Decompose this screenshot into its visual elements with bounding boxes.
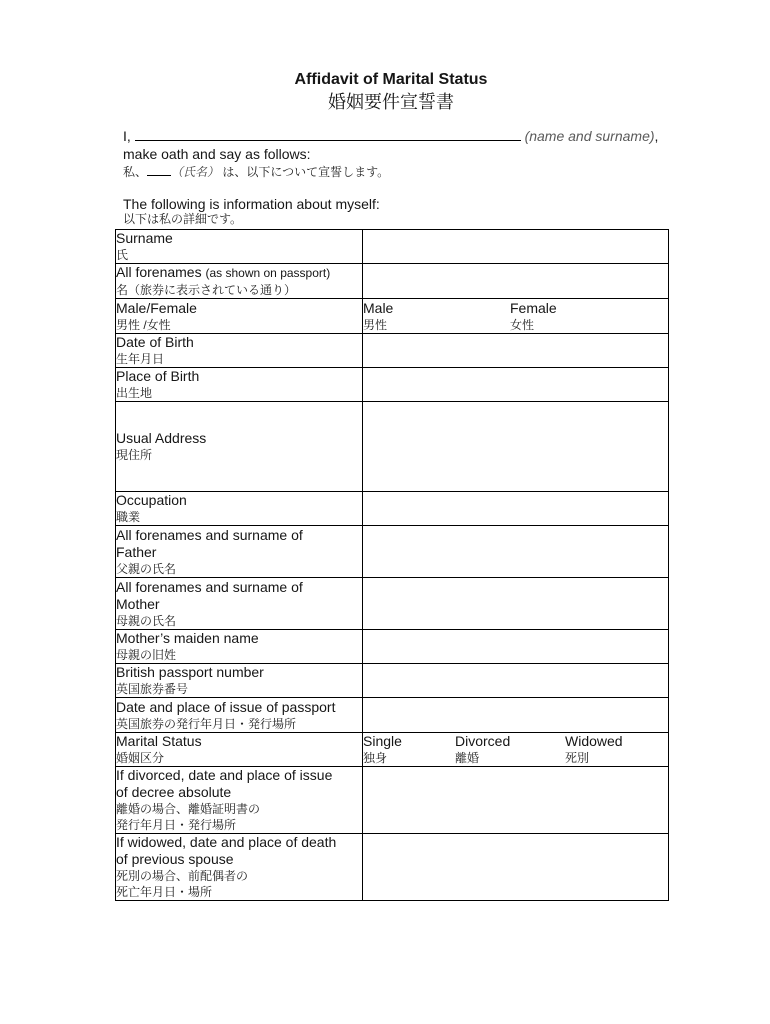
row-place-of-birth (116, 368, 669, 402)
mother-name-label-line-1: All forenames and surname of (116, 578, 303, 595)
option-male-label-ja: 男性 (363, 317, 388, 332)
divorce-details-label-line-1: If divorced, date and place of issue (116, 767, 333, 783)
usual-address-label-ja: 現住所 (116, 448, 153, 462)
mother-maiden-name-label: Mother’s maiden name (116, 630, 259, 646)
widow-details-label-ja-line-1: 死別の場合、前配偶者の (116, 869, 249, 883)
passport-issue-label: Date and place of issue of passport (116, 698, 336, 715)
widow-details-label-ja-line-2: 死亡年月日・場所 (116, 885, 213, 899)
option-divorced-label-ja: 離婚 (455, 751, 480, 765)
divorce-details-label-line-2: of decree absolute (116, 784, 232, 800)
option-divorced (455, 733, 565, 766)
name-hint: (name and surname) (524, 128, 655, 144)
divorce-details-label-ja-line-2: 発行年月日・発行場所 (116, 818, 237, 832)
name-hint-comma: , (654, 128, 659, 144)
occupation-label-ja: 職業 (116, 510, 141, 524)
surname-field[interactable] (363, 230, 669, 264)
sex-options (363, 299, 669, 334)
occupation-label: Occupation (116, 492, 187, 508)
forenames-label-ja: 名（旅券に表示されている通り） (116, 283, 297, 297)
father-name-label-line-1: All forenames and surname of (116, 526, 303, 543)
mother-name-label-line-2: Mother (116, 595, 160, 612)
passport-number-label-cell (116, 664, 363, 698)
row-marital-status (116, 733, 669, 767)
row-divorce-details (116, 767, 669, 834)
row-surname (116, 230, 669, 264)
sex-label-ja: 男性 /女性 (116, 317, 171, 332)
row-father-name (116, 526, 669, 578)
option-widowed (565, 733, 623, 766)
oath-line-1 (123, 127, 658, 145)
mother-maiden-name-field[interactable] (363, 630, 669, 664)
option-female (510, 300, 557, 333)
mother-maiden-name-label-cell (116, 630, 363, 664)
father-name-label-cell (116, 526, 363, 578)
occupation-label-cell (116, 492, 363, 526)
widow-details-label-line-1: If widowed, date and place of death (116, 834, 337, 850)
mother-name-label-cell (116, 578, 363, 630)
row-mother-maiden-name (116, 630, 669, 664)
surname-label: Surname (116, 230, 173, 246)
row-date-of-birth (116, 334, 669, 368)
mother-maiden-name-label-ja: 母親の旧姓 (116, 648, 177, 662)
page-title-ja: 婚姻要件宣誓書 (328, 92, 454, 112)
widow-details-label-cell (116, 834, 363, 901)
row-passport-issue (116, 698, 669, 733)
passport-issue-field[interactable] (363, 698, 669, 733)
name-blank-line[interactable] (135, 127, 521, 141)
forenames-field[interactable] (363, 264, 669, 299)
option-single-label-ja: 独身 (363, 751, 388, 765)
passport-issue-label-ja: 英国旅券の発行年月日・発行場所 (116, 716, 297, 731)
marital-status-label-cell (116, 733, 363, 767)
place-of-birth-label: Place of Birth (116, 368, 200, 384)
details-table (115, 229, 669, 901)
marital-status-options (363, 733, 669, 767)
father-name-label-ja: 父親の氏名 (116, 561, 177, 576)
date-of-birth-label-cell (116, 334, 363, 368)
page-title: Affidavit of Marital Status (294, 71, 488, 88)
oath-ja-prefix: 私、 (123, 165, 148, 179)
marital-status-label-ja: 婚姻区分 (116, 751, 165, 765)
option-widowed-label-ja: 死別 (565, 751, 590, 765)
marital-status-label: Marital Status (116, 733, 202, 749)
forenames-label: All forenames (116, 264, 202, 280)
forenames-label-line (116, 264, 362, 282)
surname-label-cell (116, 230, 363, 264)
row-usual-address (116, 402, 669, 492)
intro-text-ja: 以下は私の詳細です。 (123, 212, 243, 226)
row-widow-details (116, 834, 669, 901)
option-single-label: Single (363, 733, 402, 749)
forenames-label-cell (116, 264, 363, 299)
usual-address-label: Usual Address (116, 430, 207, 446)
sex-label: Male/Female (116, 299, 197, 316)
passport-number-field[interactable] (363, 664, 669, 698)
sex-label-cell (116, 299, 363, 334)
passport-number-label: British passport number (116, 664, 264, 680)
occupation-field[interactable] (363, 492, 669, 526)
intro-text: The following is information about myself: (123, 196, 380, 212)
divorce-details-label-cell (116, 767, 363, 834)
divorce-details-label-ja-line-1: 離婚の場合、離婚証明書の (116, 802, 261, 816)
surname-label-ja: 氏 (116, 248, 129, 262)
row-passport-number (116, 664, 669, 698)
forenames-note: (as shown on passport) (205, 266, 331, 280)
row-occupation (116, 492, 669, 526)
father-name-label-line-2: Father (116, 543, 157, 560)
option-female-label-ja: 女性 (510, 317, 535, 332)
date-of-birth-label: Date of Birth (116, 334, 194, 350)
oath-prefix: I, (123, 128, 131, 144)
date-of-birth-field[interactable] (363, 334, 669, 368)
passport-issue-label-cell (116, 698, 363, 733)
passport-number-label-ja: 英国旅券番号 (116, 682, 189, 696)
place-of-birth-label-ja: 出生地 (116, 386, 153, 400)
oath-ja-suffix: は、以下について宣誓します。 (222, 165, 390, 179)
option-single (363, 733, 455, 766)
oath-line-ja (123, 163, 389, 181)
option-female-label: Female (510, 299, 557, 316)
option-male (363, 300, 510, 333)
row-forenames (116, 264, 669, 299)
widow-details-field[interactable] (363, 834, 669, 901)
option-widowed-label: Widowed (565, 733, 623, 749)
option-divorced-label: Divorced (455, 733, 511, 749)
name-blank-line-ja[interactable] (147, 164, 171, 176)
usual-address-field[interactable] (363, 402, 669, 492)
mother-name-label-ja: 母親の氏名 (116, 613, 177, 628)
row-mother-name (116, 578, 669, 630)
widow-details-label-line-2: of previous spouse (116, 851, 234, 867)
father-name-field[interactable] (363, 526, 669, 578)
option-male-label: Male (363, 299, 394, 316)
usual-address-label-cell (116, 402, 363, 492)
date-of-birth-label-ja: 生年月日 (116, 352, 165, 366)
place-of-birth-label-cell (116, 368, 363, 402)
divorce-details-field[interactable] (363, 767, 669, 834)
place-of-birth-field[interactable] (363, 368, 669, 402)
name-hint-ja: （氏名） (171, 165, 220, 179)
oath-line-2: make oath and say as follows: (123, 146, 311, 162)
row-sex (116, 299, 669, 334)
mother-name-field[interactable] (363, 578, 669, 630)
